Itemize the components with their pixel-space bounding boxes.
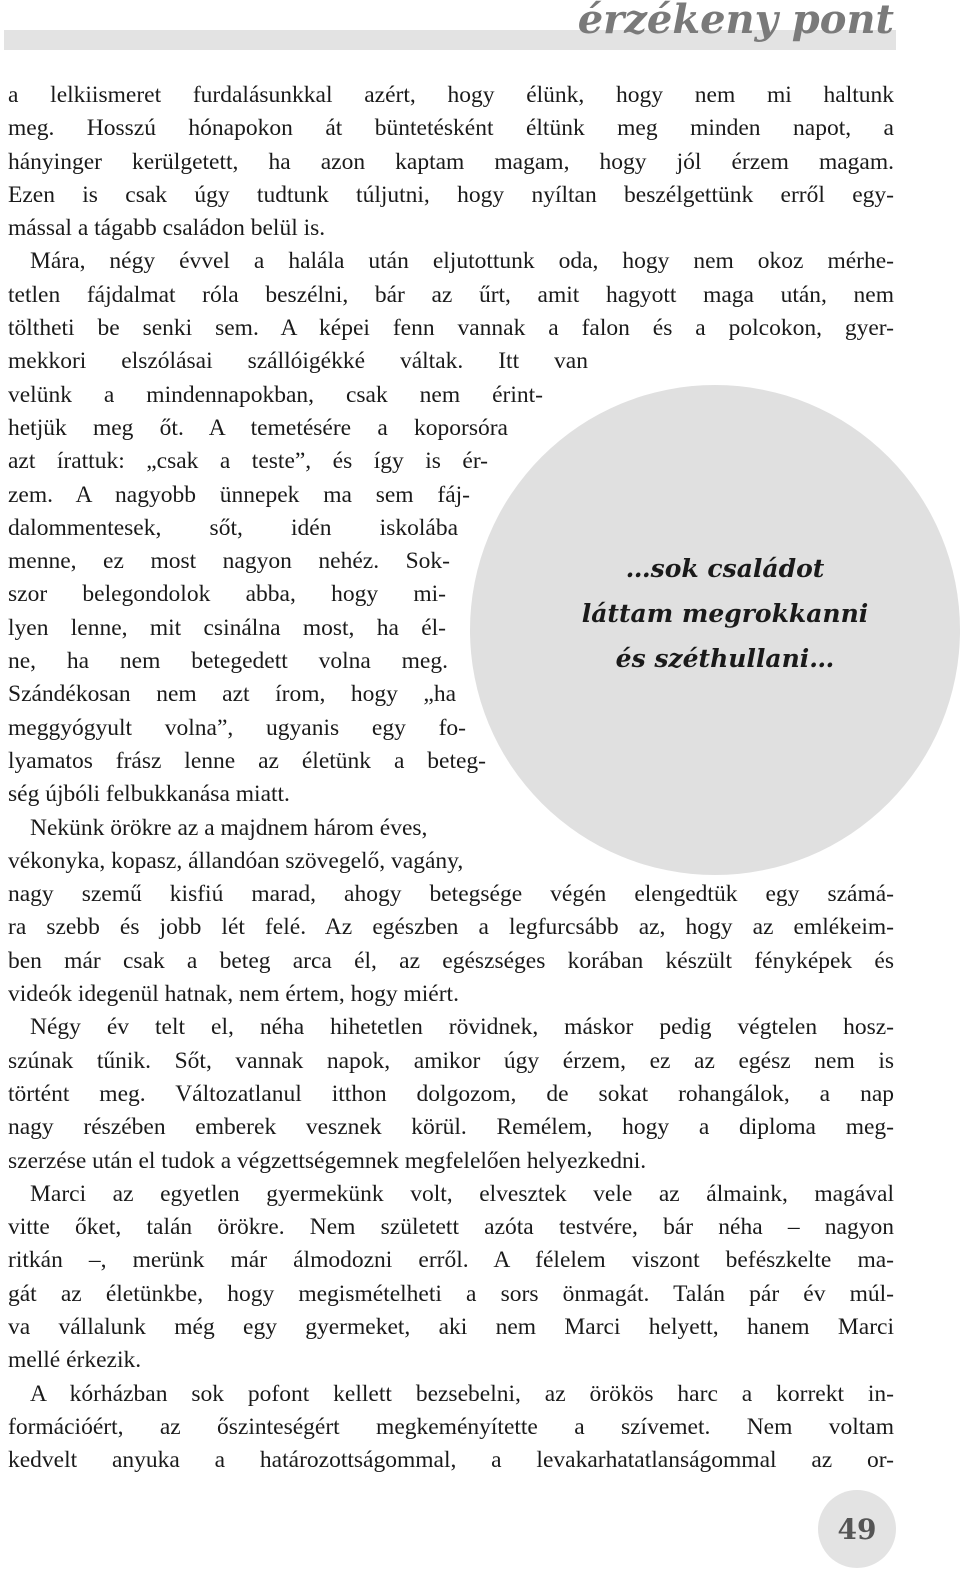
article-body: [8, 79, 894, 1477]
page-number: 49: [818, 1490, 896, 1568]
body-line: szúnak tűnik. Sőt, vannak napok, amikor úgy érzem, ez az egész nem is: [8, 1047, 894, 1074]
body-line: Nekünk örökre az a majdnem három éves,: [30, 814, 428, 841]
body-line: menne, ez most nagyon nehéz. Sok-: [8, 548, 450, 575]
body-line: ritkán –, merünk már álmodozni erről. A félelem viszont befészkelte ma-: [8, 1247, 894, 1274]
body-line: meg. Hosszú hónapokon át büntetésként éltünk meg minden napot, a: [8, 115, 894, 142]
body-line: kedvelt anyuka a határozottságommal, a levakarhatatlanságommal az or-: [8, 1447, 894, 1474]
pull-quote-line: …sok családot: [625, 554, 825, 583]
body-line: ség újbóli felbukkanása miatt.: [8, 781, 290, 808]
body-line: mellé érkezik.: [8, 1347, 142, 1374]
body-line: mással a tágabb családon belül is.: [8, 215, 326, 242]
body-line: tetlen fájdalmat róla beszélni, bár az űrt, amit hagyott maga után, nem: [8, 281, 894, 308]
body-line: velünk a mindennapokban, csak nem érint-: [8, 381, 543, 408]
section-title: érzékeny pont: [577, 0, 894, 43]
body-line: ne, ha nem betegedett volna meg.: [8, 648, 448, 675]
body-line: lyamatos frász lenne az életünk a beteg-: [8, 747, 486, 774]
body-line: szerzése után el tudok a végzettségemnek megfelelően helyezkedni.: [8, 1147, 647, 1174]
body-line: lyen lenne, mit csinálna most, ha él-: [8, 614, 446, 641]
body-line: dalommentesek, sőt, idén iskolába: [8, 514, 458, 541]
body-line: szor belegondolok abba, hogy mi-: [8, 581, 446, 608]
pull-quote-line: láttam megrokkanni: [581, 599, 869, 628]
body-line: formációért, az őszinteségért megkeményítette a szívemet. Nem voltam: [8, 1413, 894, 1440]
body-line: Marci az egyetlen gyermekünk volt, elvesztek vele az álmaink, magával: [30, 1180, 894, 1207]
body-line: Ezen is csak úgy tudtunk túljutni, hogy nyíltan beszélgettünk erről egy-: [8, 181, 894, 208]
body-line: gát az életünkbe, hogy megismételheti a sors önmagát. Talán pár év múl-: [8, 1280, 894, 1307]
body-line: nagy szemű kisfiú marad, ahogy betegsége végén elengedtük egy számá-: [8, 881, 894, 908]
body-line: nagy részében emberek vesznek körül. Remélem, hogy a diploma meg-: [8, 1114, 894, 1141]
body-line: videók idegenül hatnak, nem értem, hogy miért.: [8, 981, 459, 1008]
body-line: töltheti be senki sem. A képei fenn vannak a falon és a polcokon, gyer-: [8, 315, 894, 342]
body-line: azt írattuk: „csak a teste”, és így is ér-: [8, 448, 488, 475]
body-line: a lelkiismeret furdalásunkkal azért, hogy élünk, hogy nem mi haltunk: [8, 82, 894, 108]
body-line: Szándékosan nem azt írom, hogy „ha: [8, 681, 456, 708]
body-line: Négy év telt el, néha hihetetlen rövidnek, máskor pedig végtelen hosz-: [30, 1014, 894, 1041]
body-line: vitte őket, talán örökre. Nem született azóta testvére, bár néha – nagyon: [8, 1214, 894, 1241]
body-line: meggyógyult volna”, ugyanis egy fo-: [8, 714, 466, 741]
body-line: Mára, négy évvel a halála után eljutottunk oda, hogy nem okoz mérhe-: [30, 248, 894, 275]
body-line: ra szebb és jobb lét felé. Az egészben a legfurcsább az, hogy az emlékeim-: [8, 914, 894, 941]
body-line: zem. A nagyobb ünnepek ma sem fáj-: [8, 481, 470, 508]
body-line: vékonyka, kopasz, állandóan szövegelő, vagány,: [8, 847, 464, 874]
body-line: történt meg. Változatlanul itthon dolgozom, de sokat rohangálok, a nap: [8, 1080, 894, 1107]
pull-quote-line: és széthullani…: [615, 644, 835, 673]
body-line: mekkori elszólásai szállóigékké váltak. Itt van: [8, 348, 588, 375]
body-line: hányinger kerülgetett, ha azon kaptam magam, hogy jól érzem magam.: [8, 148, 894, 175]
body-line: hetjük meg őt. A temetésére a koporsóra: [8, 414, 508, 441]
body-line: ben már csak a beteg arca él, az egészséges korában készült fényképek és: [8, 947, 894, 974]
body-line: A kórházban sok pofont kellett bezsebelni, az örökös harc a korrekt in-: [30, 1380, 894, 1407]
body-line: va vállalunk még egy gyermeket, aki nem Marci helyett, hanem Marci: [8, 1313, 894, 1340]
